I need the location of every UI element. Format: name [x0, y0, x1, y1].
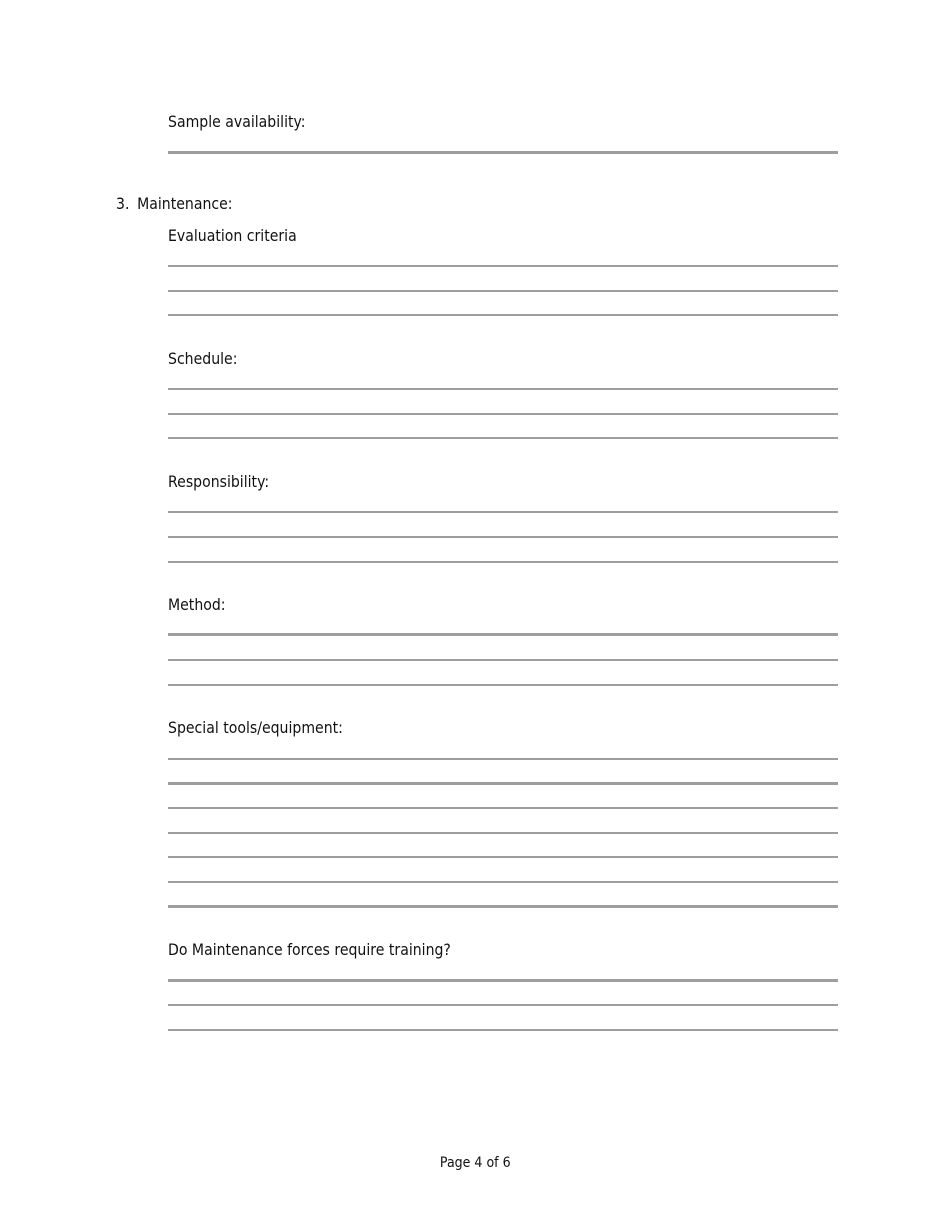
- responsibility-label: Responsibility:: [168, 472, 270, 491]
- responsibility-line-3[interactable]: [168, 561, 838, 563]
- sample-availability-label: Sample availability:: [168, 112, 306, 131]
- evaluation-criteria-line-2[interactable]: [168, 290, 838, 292]
- special-tools-line-1[interactable]: [168, 758, 838, 760]
- special-tools-line-4[interactable]: [168, 832, 838, 834]
- method-line-1[interactable]: [168, 633, 838, 636]
- special-tools-line-2[interactable]: [168, 782, 838, 785]
- special-tools-line-5[interactable]: [168, 856, 838, 858]
- evaluation-criteria-line-3[interactable]: [168, 314, 838, 316]
- page-footer: [0, 1154, 950, 1172]
- page-number: Page 4 of 6: [439, 1155, 511, 1171]
- schedule-line-1[interactable]: [168, 388, 838, 390]
- special-tools-label: Special tools/equipment:: [168, 718, 343, 737]
- method-line-2[interactable]: [168, 659, 838, 661]
- method-label: Method:: [168, 595, 226, 614]
- method-line-3[interactable]: [168, 684, 838, 686]
- training-line-3[interactable]: [168, 1029, 838, 1031]
- section-number: 3.: [116, 194, 130, 213]
- section-title: Maintenance:: [137, 194, 233, 213]
- sample-availability-line[interactable]: [168, 151, 838, 154]
- responsibility-line-2[interactable]: [168, 536, 838, 538]
- evaluation-criteria-label: Evaluation criteria: [168, 226, 297, 245]
- special-tools-line-3[interactable]: [168, 807, 838, 809]
- evaluation-criteria-line-1[interactable]: [168, 265, 838, 267]
- training-line-2[interactable]: [168, 1004, 838, 1006]
- responsibility-line-1[interactable]: [168, 511, 838, 513]
- special-tools-line-7[interactable]: [168, 905, 838, 908]
- training-question-label: Do Maintenance forces require training?: [168, 940, 451, 959]
- maintenance-section-heading: [116, 194, 233, 214]
- schedule-label: Schedule:: [168, 349, 238, 368]
- special-tools-line-6[interactable]: [168, 881, 838, 883]
- schedule-line-2[interactable]: [168, 413, 838, 415]
- schedule-line-3[interactable]: [168, 437, 838, 439]
- training-line-1[interactable]: [168, 979, 838, 982]
